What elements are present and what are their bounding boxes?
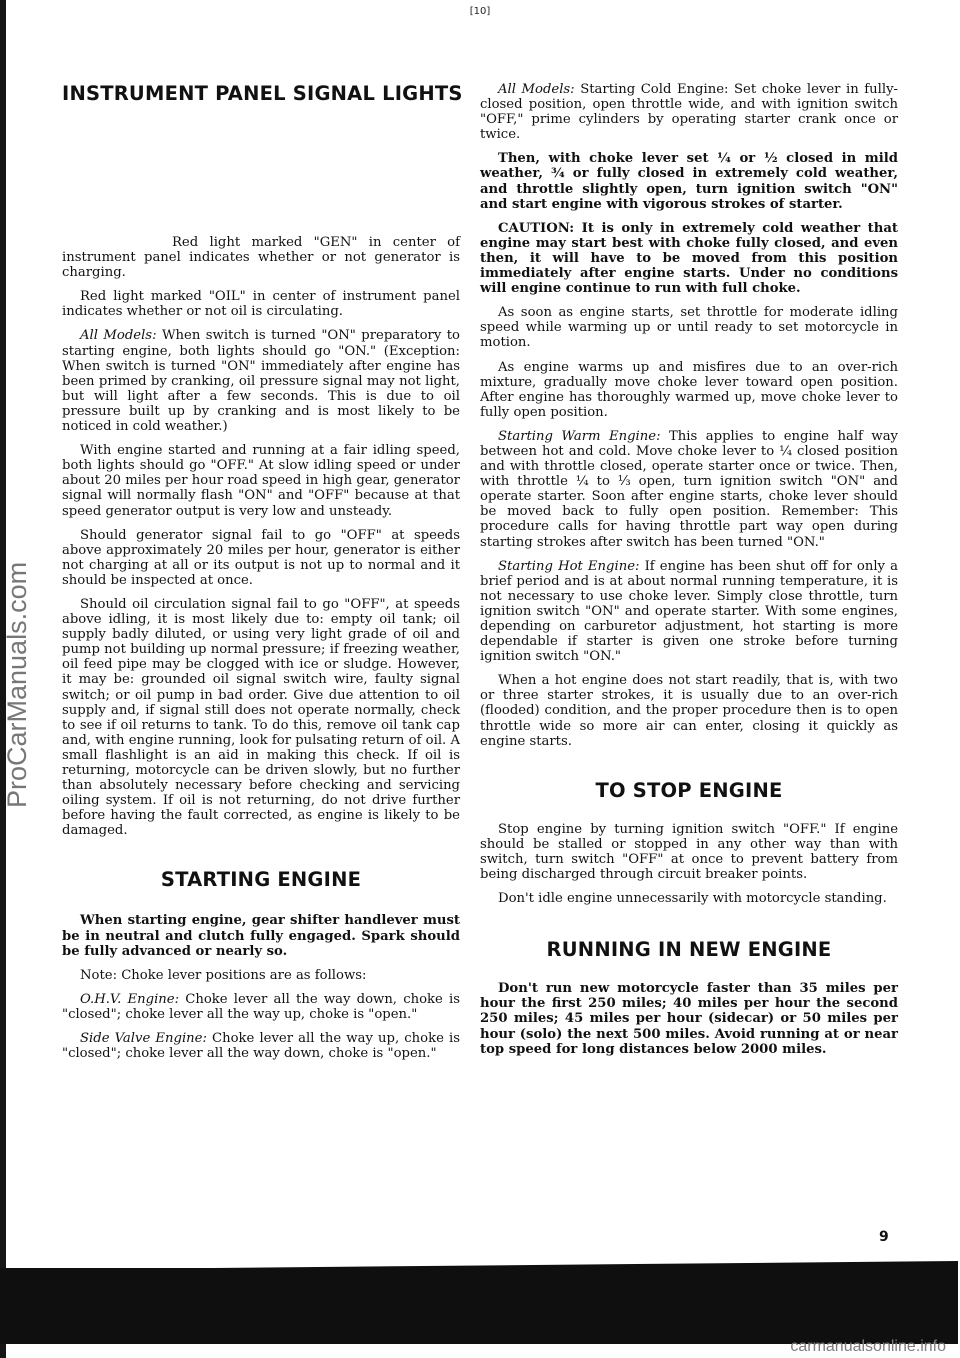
choke-setting-paragraph: Then, with choke lever set ¼ or ½ closed in mild weather, ¾ or fully closed in extremely cold weather, and throttle slightly open, turn ignition switch "ON" and start engine with vigorous strokes of starter.: [480, 151, 898, 212]
side-valve-paragraph: [62, 1031, 460, 1061]
warm-engine-paragraph: [480, 429, 898, 550]
stop-engine-heading: TO STOP ENGINE: [595, 778, 783, 802]
cold-start-text: Starting Cold Engine: Set choke lever in fully-closed position, open throttle wide, and with ignition switch "OFF," prime cylinders by operating starter crank once or twice.: [480, 82, 898, 143]
soon-starts-paragraph: As soon as engine starts, set throttle for moderate idling speed while warming up or until ready to set motorcycle in motion.: [480, 305, 898, 351]
hot-engine-lead: Starting Hot Engine:: [498, 558, 640, 574]
left-column: [62, 82, 463, 1070]
running-in-heading: RUNNING IN NEW ENGINE: [546, 938, 832, 962]
oil-light-paragraph: Red light marked "OIL" in center of instrument panel indicates whether or not oil is circulating.: [62, 289, 460, 320]
page-number: 9: [879, 1229, 889, 1245]
oil-fail-paragraph: Should oil circulation signal fail to go "OFF", at speeds above idling, it is most likely due to: empty oil tank; oil supply badly diluted, or using very light grade of oil and pump not building up normal pressure; if freezing weather, oil feed pipe may be clogged with ice or sludge. However, it may be: grounded oil signal switch wire, faulty signal switch; or oil pump in bad order. Give due attention to oil supply and, if signal still does not operate normally, check to see if oil returns to tank. To do this, remove oil tank cap and, with engine running, look for pulsating return of oil. A small flashlight is an aid in making this check. If oil is returning, motorcycle can be driven slowly, but no further than absolutely necessary before checking and servicing oiling system. If oil is not returning, do not drive further before having the fault corrected, as engine is likely to be damaged.: [62, 596, 460, 839]
ohv-lead: O.H.V. Engine:: [80, 991, 180, 1007]
bottom-black-bar: [0, 1268, 958, 1344]
note-paragraph: Note: Choke lever positions are as follows:: [80, 967, 367, 983]
cold-start-paragraph: [480, 82, 898, 142]
warms-up-paragraph: As engine warms up and misfires due to an over-rich mixture, gradually move choke lever toward open position. After engine has thoroughly warmed up, move choke lever to fully open position.: [480, 359, 898, 420]
idling-paragraph: With engine started and running at a fair idling speed, both lights should go "OFF." At slow idling speed or under about 20 miles per hour road speed in high gear, generator signal will normally flash "ON" and "OFF" because at that speed generator output is very low and unsteady.: [62, 443, 460, 519]
gen-light-text: Red light marked "GEN" in center of instrument panel indicates whether or not generator is charging.: [62, 235, 460, 281]
stop-paragraph: Stop engine by turning ignition switch "OFF." If engine should be stalled or stopped in any other way than with switch, turn switch "OFF" at once to prevent battery from being discharged through circuit breaker points.: [480, 821, 898, 883]
warm-engine-lead: Starting Warm Engine:: [498, 428, 661, 444]
idle-paragraph: Don't idle engine unnecessarily with motorcycle standing.: [498, 891, 887, 907]
side-valve-text: Choke lever all the way up, choke is "closed"; choke lever all the way down, choke is "open.": [62, 1031, 460, 1062]
hot-engine-text: If engine has been shut off for only a brief period and is at about normal running temperature, it is not necessary to use choke lever. Simply close throttle, turn ignition switch "ON" and operate starter. With some engines, depending on carburetor adjustment, hot starting is more dependable if starter is given one stroke before turning ignition switch "ON.": [480, 558, 898, 665]
side-valve-lead: Side Valve Engine:: [80, 1031, 207, 1047]
warm-engine-text: This applies to engine half way between hot and cold. Move choke lever to ¼ closed position and with throttle closed, operate starter once or twice. Then, with throttle ¼ to ⅓ open, turn ignition switch "ON" and operate starter. Soon after engine starts, choke lever should be moved back to fully open position. Remember: This procedure calls for having throttle part way open during starting strokes after switch has been turned "ON.": [480, 428, 899, 550]
caution-paragraph: CAUTION: It is only in extremely cold weather that engine may start best with choke fully closed, and even then, it will have to be moved from this position immediately after engine starts. Under no conditions will engine continue to run with full choke.: [480, 220, 898, 297]
all-models-text: When switch is turned "ON" preparatory to starting engine, both lights should go "ON." (Exception: When switch is turned "ON" immediately after engine has been primed by cranking, oil pressure signal may not light, but will light after a few seconds. This is due to oil pressure built up by cranking and is most likely to be noticed in cold weather.): [62, 328, 460, 435]
instrument-panel-heading: INSTRUMENT PANEL SIGNAL LIGHTS: [62, 82, 463, 105]
hot-engine-paragraph: [480, 559, 898, 665]
flooded-paragraph: When a hot engine does not start readily, that is, with two or three starter strokes, it is usually due to an over-rich (flooded) condition, and the proper procedure then is to open throttle wide so more air can enter, closing it quickly as engine starts.: [480, 673, 898, 749]
ohv-paragraph: [62, 992, 460, 1022]
all-models-lead: All Models:: [80, 328, 157, 344]
running-in-paragraph: Don't run new motorcycle faster than 35 miles per hour the first 250 miles; 40 miles per hour the second 250 miles; 45 miles per hour (sidecar) or 50 miles per hour (solo) the next 500 miles. Avoid running at or near top speed for long distances below 2000 miles.: [480, 981, 898, 1057]
all-models-paragraph: [62, 328, 460, 434]
gen-light-paragraph: [62, 235, 460, 280]
ohv-text: Choke lever all the way down, choke is "closed"; choke lever all the way up, choke is "open.": [62, 991, 461, 1022]
cold-start-lead: All Models:: [498, 82, 575, 97]
starting-engine-heading: STARTING ENGINE: [160, 868, 362, 892]
starting-paragraph: When starting engine, gear shifter handlever must be in neutral and clutch fully engaged. Spark should be fully advanced or nearly so.: [62, 913, 460, 959]
page-label: [10]: [469, 6, 491, 17]
generator-fail-paragraph: Should generator signal fail to go "OFF" at speeds above approximately 20 miles per hour, generator is either not charging at all or its output is not up to normal and it should be inspected at once.: [62, 527, 460, 588]
right-column: [480, 82, 898, 1066]
footer-watermark: carmanualsonline.info: [790, 1338, 946, 1355]
